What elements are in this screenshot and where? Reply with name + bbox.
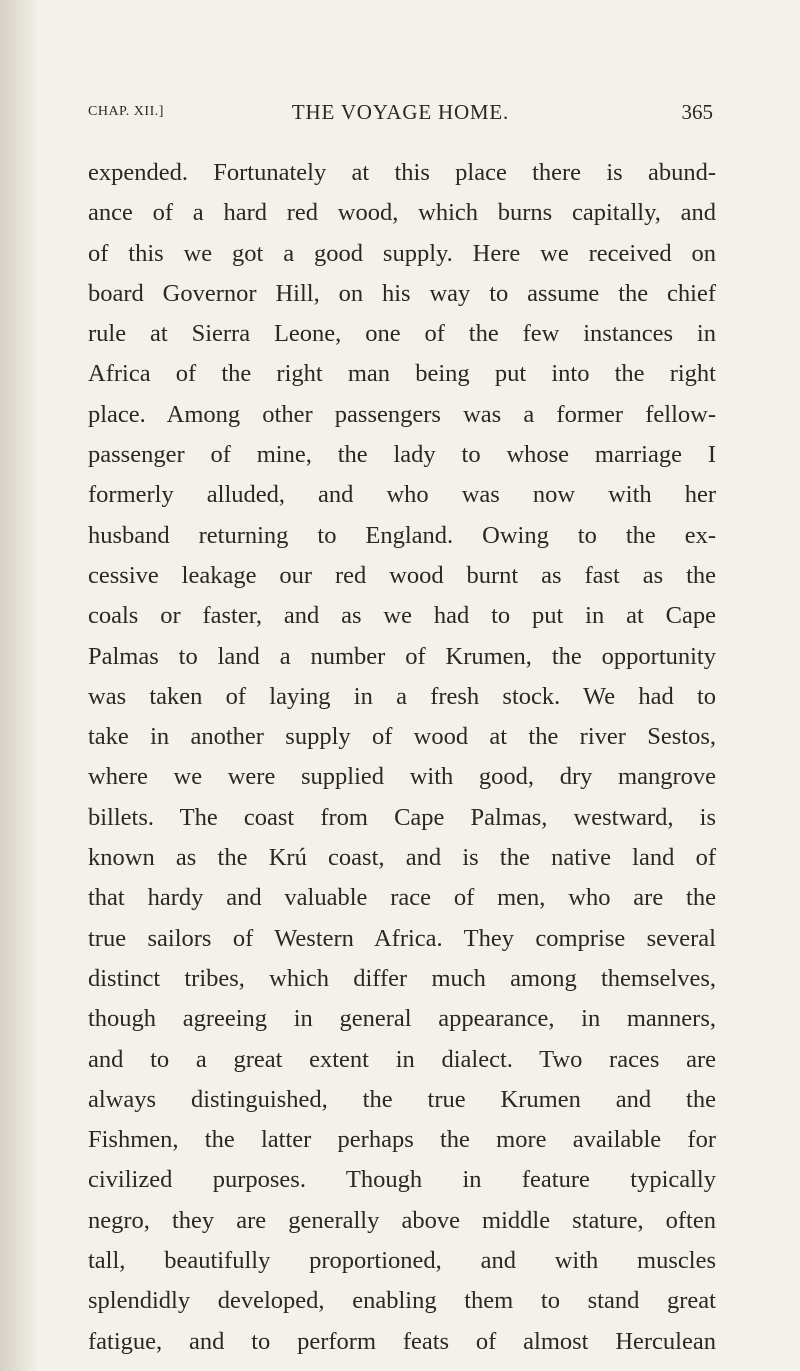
text-line: coals or faster, and as we had to put in at Cape [88,602,716,630]
text-line: place. Among other passengers was a former fellow- [88,400,716,428]
text-line: cessive leakage our red wood burnt as fast as the [88,561,716,589]
page-edge-shadow [0,0,40,1371]
running-title: THE VOYAGE HOME. [291,100,510,124]
text-line: that hardy and valuable race of men, who are the [88,884,716,912]
text-line: tall, beautifully proportioned, and with muscles [88,1247,716,1275]
body-text [88,153,716,1362]
running-head [88,100,713,130]
text-line: distinct tribes, which differ much among themselves, [88,964,716,992]
text-line: Palmas to land a number of Krumen, the opportunity [88,642,716,670]
text-line: negro, they are generally above middle stature, often [88,1206,716,1234]
text-line: board Governor Hill, on his way to assume the chief [88,279,716,307]
text-line: and to a great extent in dialect. Two races are [88,1045,716,1073]
text-line: always distinguished, the true Krumen and the [88,1085,716,1113]
text-line: known as the Krú coast, and is the native land of [88,844,716,872]
text-line: rule at Sierra Leone, one of the few instances in [88,320,716,348]
text-line: expended. Fortunately at this place there is abund- [88,159,716,186]
text-line: take in another supply of wood at the river Sestos, [88,723,716,751]
text-line: civilized purposes. Though in feature typically [88,1166,716,1194]
text-line: Africa of the right man being put into the right [88,360,716,388]
text-line: splendidly developed, enabling them to stand great [88,1287,716,1315]
text-line: ance of a hard red wood, which burns capitally, and [88,199,716,227]
text-line: passenger of mine, the lady to whose marriage I [88,441,716,469]
text-line: billets. The coast from Cape Palmas, westward, is [88,803,716,831]
text-line: fatigue, and to perform feats of almost Herculean [88,1327,716,1355]
text-line: of this we got a good supply. Here we received on [88,239,716,267]
text-line: was taken of laying in a fresh stock. We had to [88,682,716,710]
text-line: formerly alluded, and who was now with her [88,481,716,509]
chapter-label: CHAP. XII.] [88,104,164,119]
text-line: though agreeing in general appearance, in manners, [88,1005,716,1033]
text-line: true sailors of Western Africa. They comprise several [88,924,716,952]
text-line: husband returning to England. Owing to the ex- [88,521,716,549]
text-line: where we were supplied with good, dry mangrove [88,763,716,791]
page-number: 365 [681,100,713,124]
text-line: Fishmen, the latter perhaps the more available for [88,1126,716,1154]
